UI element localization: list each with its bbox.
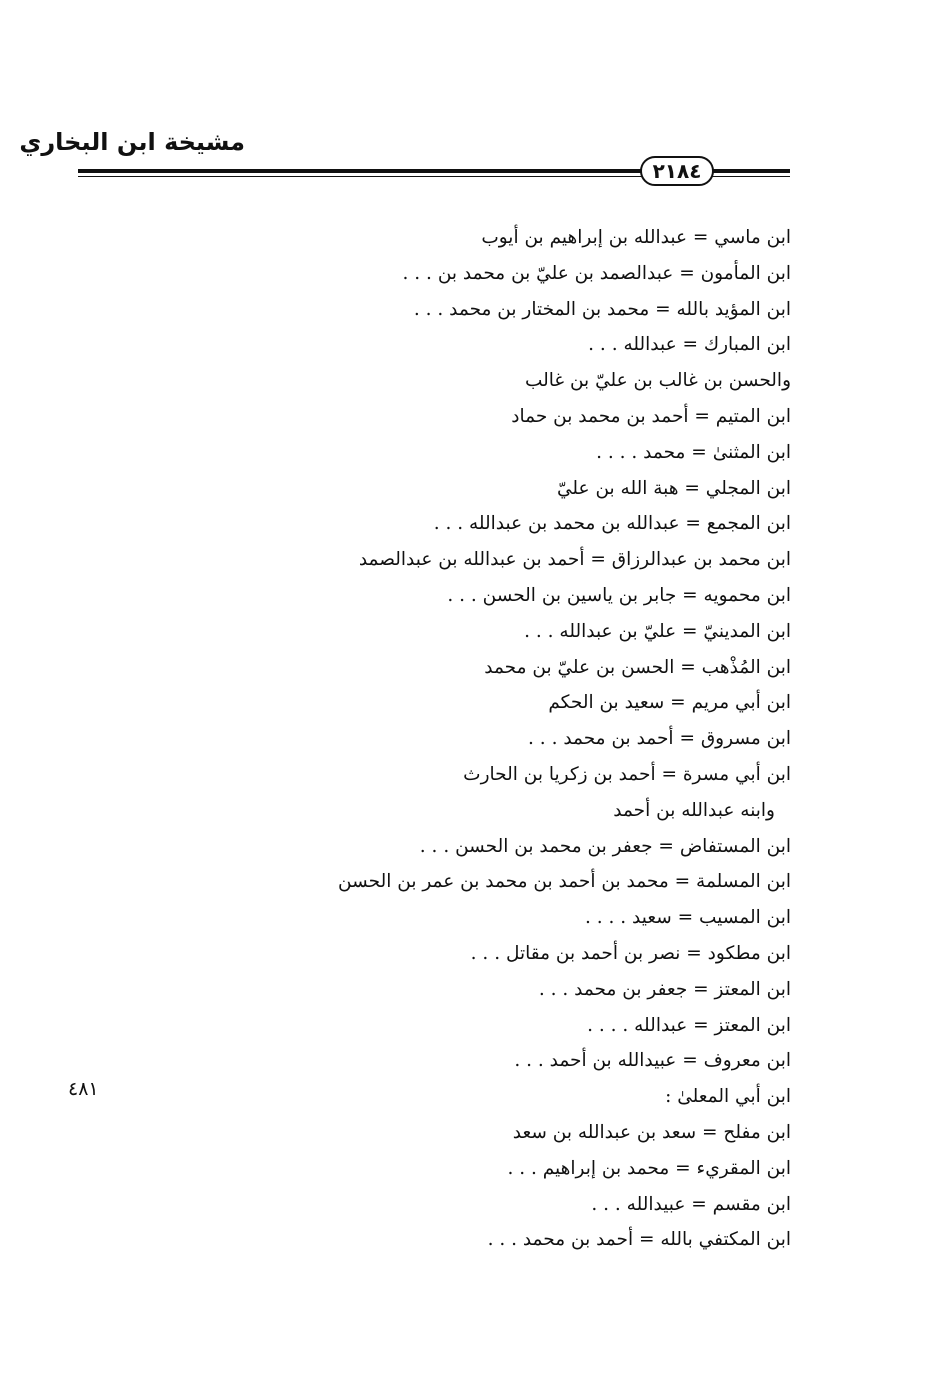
index-entry: والحسن بن غالب بن عليّ بن غالب bbox=[524, 370, 791, 392]
index-entry: ابن المعتز = عبدالله . . . . bbox=[587, 1014, 791, 1036]
index-entry: ابن مفلح = سعد بن عبدالله بن سعد bbox=[512, 1121, 791, 1143]
index-entry: ابن المسلمة = محمد بن أحمد بن محمد بن عمر بن الحسن bbox=[338, 871, 791, 893]
index-entry: ابن المؤيد بالله = محمد بن المختار بن محمد . . . bbox=[413, 298, 791, 320]
index-entry: ابن مقسم = عبيدالله . . . bbox=[591, 1193, 791, 1215]
index-entry: ابن المجمع = عبدالله بن محمد بن عبدالله . . . bbox=[433, 513, 791, 535]
index-entry: ابن المُذْهب = الحسن بن عليّ بن محمد bbox=[484, 656, 791, 678]
index-entry: ابن المقريء = محمد بن إبراهيم . . . bbox=[507, 1157, 791, 1179]
index-entry: ابن المستفاض = جعفر بن محمد بن الحسن . . . bbox=[419, 835, 791, 857]
index-entry-list bbox=[338, 220, 791, 1258]
index-entry: ابن أبي المعلىٰ : bbox=[665, 1086, 791, 1108]
index-entry: ابن المأمون = عبدالصمد بن عليّ بن محمد بن . . . bbox=[402, 262, 791, 284]
index-entry: ابن مسروق = أحمد بن محمد . . . bbox=[528, 728, 791, 750]
index-entry: ابن المثنىٰ = محمد . . . . bbox=[596, 441, 791, 463]
index-entry: ابن المكتفي بالله = أحمد بن محمد . . . bbox=[487, 1229, 791, 1251]
index-entry-continuation: وابنه عبدالله بن أحمد bbox=[613, 799, 775, 821]
index-entry: ابن أبي مسرة = أحمد بن زكريا بن الحارث bbox=[463, 763, 791, 785]
index-entry: ابن المعتز = جعفر بن محمد . . . bbox=[538, 978, 791, 1000]
index-entry: ابن المتيم = أحمد بن محمد بن حماد bbox=[511, 405, 791, 427]
index-entry: ابن المبارك = عبدالله . . . bbox=[588, 334, 791, 356]
index-entry: ابن محمويه = جابر بن ياسين بن الحسن . . . bbox=[447, 584, 791, 606]
index-entry: ابن محمد بن عبدالرزاق = أحمد بن عبدالله بن عبدالصمد bbox=[358, 549, 791, 571]
index-entry: ابن أبي مريم = سعيد بن الحكم bbox=[548, 692, 791, 714]
index-entry: ابن مطكود = نصر بن أحمد بن مقاتل . . . bbox=[470, 942, 791, 964]
index-entry: ابن المسيب = سعيد . . . . bbox=[584, 907, 791, 929]
book-title: مشيخة ابن البخاري bbox=[19, 128, 245, 156]
index-entry: ابن معروف = عبيدالله بن أحمد . . . bbox=[514, 1050, 791, 1072]
index-entry: ابن المدينيّ = عليّ بن عبدالله . . . bbox=[524, 620, 791, 642]
volume-page-number: ٤٨١ bbox=[68, 1078, 99, 1100]
index-entry: ابن المجلي = هبة الله بن عليّ bbox=[556, 477, 791, 499]
page-number-badge: ٢١٨٤ bbox=[640, 156, 714, 186]
index-entry: ابن ماسي = عبدالله بن إبراهيم بن أيوب bbox=[481, 227, 791, 248]
